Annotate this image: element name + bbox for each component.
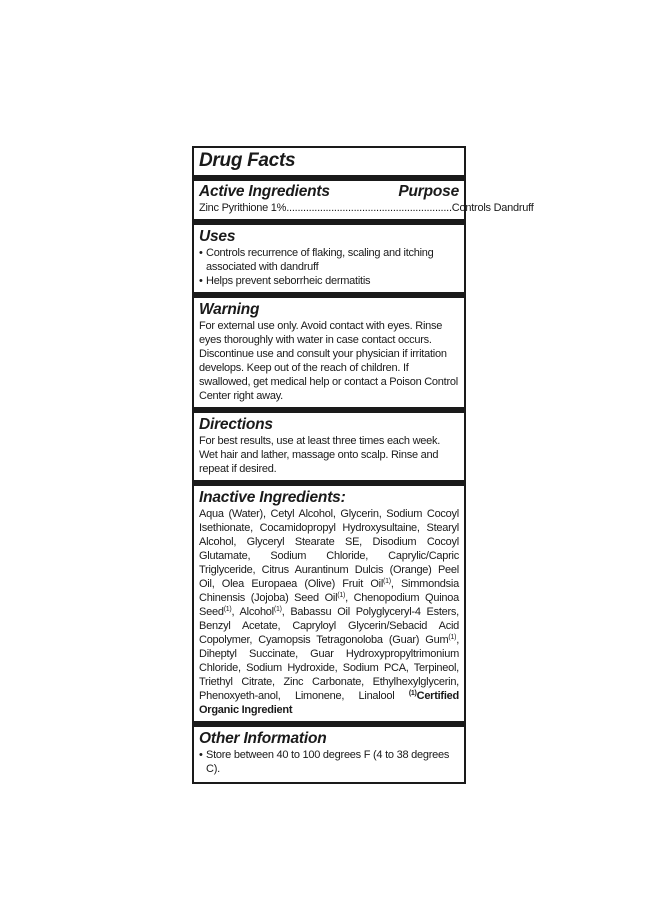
other-information-heading: Other Information xyxy=(199,730,327,747)
bullet-icon: • xyxy=(199,247,203,259)
purpose-heading: Purpose xyxy=(398,183,459,200)
directions-section xyxy=(194,407,464,480)
inactive-ingredients-section xyxy=(194,480,464,721)
leader-dots: ........................................................... xyxy=(286,202,452,214)
warning-heading: Warning xyxy=(199,301,260,318)
active-ingredient-name: Zinc Pyrithione 1% xyxy=(199,202,287,214)
organic-marker: (1) xyxy=(448,634,457,641)
inactive-part: Aqua (Water), Cetyl Alcohol, Glycerin, Sodium Cocoyl Isethionate, Cocamidopropyl Hydroxysultaine, Stearyl Alcohol, Glyceryl Stearate SE, Disodium Cocoyl Glutamate, Sodium Chloride, Caprylic/Capric Triglyceride, Citrus Aurantinum Dulcis (Orange) Peel Oil, Olea Europaea (Olive) Fruit Oil xyxy=(199,508,459,590)
inactive-part: , Chenopodium Quinoa Seed xyxy=(199,592,459,618)
organic-marker: (1) xyxy=(273,606,282,613)
other-information-item: Store between 40 to 100 degrees F (4 to 38 degrees C). xyxy=(206,749,450,775)
certified-organic-note: Certified Organic Ingredient xyxy=(199,690,459,716)
directions-heading: Directions xyxy=(199,416,273,433)
active-heading-row xyxy=(199,183,459,201)
uses-item: Controls recurrence of flaking, scaling and itching associated with dandruff xyxy=(206,247,434,273)
bullet-icon: • xyxy=(199,749,203,761)
directions-text: For best results, use at least three times each week. Wet hair and lather, massage onto scalp. Rinse and repeat if desired. xyxy=(199,435,441,475)
list-item xyxy=(199,246,459,274)
uses-item: Helps prevent seborrheic dermatitis xyxy=(206,275,371,287)
drug-facts-title: Drug Facts xyxy=(199,150,296,171)
drug-facts-panel xyxy=(192,146,534,784)
uses-heading: Uses xyxy=(199,228,236,245)
active-ingredients-heading: Active Ingredients xyxy=(199,183,330,200)
active-ingredient-row xyxy=(199,201,534,215)
organic-marker: (1) xyxy=(337,592,346,599)
active-ingredients-section xyxy=(194,175,534,219)
inactive-part: , Alcohol xyxy=(231,606,274,618)
list-item xyxy=(199,274,459,288)
other-information-section xyxy=(194,721,464,782)
warning-section xyxy=(194,292,464,407)
organic-marker: (1) xyxy=(383,578,391,585)
active-ingredient-purpose: Controls Dandruff xyxy=(451,202,534,214)
inactive-part: , Diheptyl Succinate, Guar Hydroxypropyltrimonium Chloride, Sodium Hydroxide, Sodium PCA, Terpineol, Triethyl Citrate, Zinc Carbonate, Ethylhexylglycerin, Phenoxyeth-anol, Limonene, Linalool xyxy=(199,634,459,702)
organic-marker: (1) xyxy=(408,690,417,697)
drug-facts-header xyxy=(194,148,464,175)
organic-marker: (1) xyxy=(223,606,232,613)
warning-text: For external use only. Avoid contact with eyes. Rinse eyes thoroughly with water in case contact occurs. Discontinue use and consult your physician if irritation develops. Keep out of the reach of children. If swallowed, get medical help or contact a Poison Control Center right away. xyxy=(199,320,458,402)
inactive-ingredients-heading: Inactive Ingredients: xyxy=(199,489,346,506)
inactive-part: , Babassu Oil Polyglyceryl-4 Esters, Benzyl Acetate, Capryloyl Glycerin/Sebacid Acid Copolymer, Cyamopsis Tetragonoloba (Guar) Gum xyxy=(199,606,459,646)
uses-section xyxy=(194,219,464,292)
inactive-part: , Simmondsia Chinensis (Jojoba) Seed Oil xyxy=(199,578,459,604)
inactive-ingredients-text xyxy=(199,507,459,717)
bullet-icon: • xyxy=(199,275,203,287)
list-item xyxy=(199,748,459,776)
